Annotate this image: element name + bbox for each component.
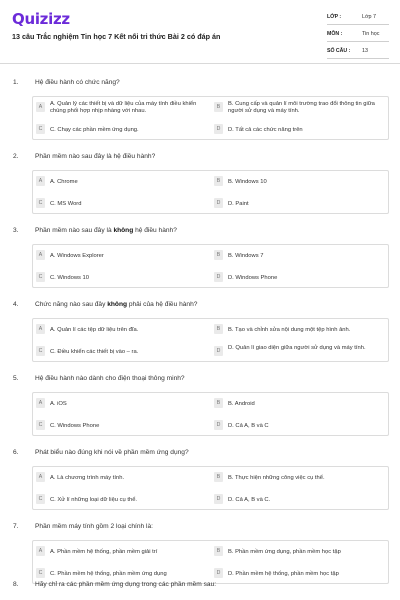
meta-row-count xyxy=(327,44,389,59)
answer-letter-badge: B xyxy=(214,472,223,482)
answer-text: C. Xử lí những loại dữ liệu cụ thể. xyxy=(50,496,138,503)
answer-option-d[interactable] xyxy=(211,193,389,215)
answer-letter-badge: D xyxy=(214,568,223,578)
answer-option-a[interactable] xyxy=(33,171,211,193)
answer-option-b[interactable] xyxy=(211,541,389,563)
answer-letter-badge: A xyxy=(36,176,45,186)
question-header xyxy=(13,301,383,311)
question-text: Phát biểu nào đúng khi nói về phần mềm ứng dụng? xyxy=(35,449,189,456)
answer-grid xyxy=(32,466,389,510)
answer-letter-badge: B xyxy=(214,398,223,408)
answer-text: C. Chạy các phần mềm ứng dụng. xyxy=(50,126,139,133)
answer-letter-badge: D xyxy=(214,346,223,356)
answer-option-b[interactable] xyxy=(211,393,389,415)
answer-option-d[interactable] xyxy=(211,415,389,437)
answer-letter-badge: C xyxy=(36,346,45,356)
answer-text: B. Phần mềm ứng dụng, phần mềm học tập xyxy=(228,548,341,555)
answer-option-c[interactable] xyxy=(33,119,211,141)
answer-letter-badge: D xyxy=(214,198,223,208)
answer-option-c[interactable] xyxy=(33,267,211,289)
answer-option-a[interactable] xyxy=(33,97,211,119)
answer-option-a[interactable] xyxy=(33,245,211,267)
question-number: 7. xyxy=(13,523,19,530)
answer-text: D. Quản lí giao diện giữa người sử dụng và máy tính. xyxy=(228,345,366,351)
question-header xyxy=(13,375,383,385)
answer-letter-badge: B xyxy=(214,324,223,334)
answer-letter-badge: A xyxy=(36,472,45,482)
answer-letter-badge: D xyxy=(214,272,223,282)
question-text: Hệ điều hành nào dành cho điện thoại thông minh? xyxy=(35,375,185,382)
answer-text: B. Windows 7 xyxy=(228,252,264,259)
answer-text: C. Windows Phone xyxy=(50,422,100,429)
question-item xyxy=(0,298,400,372)
answer-letter-badge: A xyxy=(36,324,45,334)
answer-option-c[interactable] xyxy=(33,341,211,363)
answer-text: B. Thực hiện những công việc cụ thể. xyxy=(228,474,325,481)
answer-option-d[interactable] xyxy=(211,341,389,363)
answer-text: A. Quản lí các tệp dữ liệu trên đĩa. xyxy=(50,326,139,333)
answer-text: A. Chrome xyxy=(50,178,78,185)
meta-row-subject xyxy=(327,27,389,42)
answer-letter-badge: A xyxy=(36,398,45,408)
answer-letter-badge: C xyxy=(36,568,45,578)
question-text: Hãy chỉ ra các phần mềm ứng dụng trong các phần mềm sau: xyxy=(35,581,217,588)
meta-label: SỐ CÂU : xyxy=(327,48,351,54)
answer-option-d[interactable] xyxy=(211,119,389,141)
answer-option-a[interactable] xyxy=(33,319,211,341)
answer-option-b[interactable] xyxy=(211,467,389,489)
question-text: Phần mềm nào sau đây là không hệ điều hành? xyxy=(35,227,177,234)
meta-row-class xyxy=(327,10,389,25)
question-item xyxy=(0,76,400,150)
question-text: Phần mềm máy tính gồm 2 loại chính là: xyxy=(35,523,154,530)
answer-option-c[interactable] xyxy=(33,415,211,437)
question-item xyxy=(0,372,400,446)
answer-option-b[interactable] xyxy=(211,97,389,119)
answer-text: C. Phần mềm hệ thống, phần mềm ứng dụng xyxy=(50,570,167,577)
question-number: 2. xyxy=(13,153,19,160)
answer-option-a[interactable] xyxy=(33,393,211,415)
worksheet-meta xyxy=(327,10,389,61)
answer-grid xyxy=(32,244,389,288)
question-number: 8. xyxy=(13,581,19,588)
answer-text: D. Tất cả các chức năng trên xyxy=(228,126,303,133)
answer-text: A. Quản lý các thiết bị và dữ liệu của máy tính điều khiển chúng phối hợp nhịp nhàng với nhau. xyxy=(50,101,197,114)
answer-option-d[interactable] xyxy=(211,267,389,289)
answer-letter-badge: A xyxy=(36,250,45,260)
answer-letter-badge: A xyxy=(36,102,45,112)
question-number: 6. xyxy=(13,449,19,456)
answer-letter-badge: B xyxy=(214,176,223,186)
answer-text: D. Paint xyxy=(228,200,249,207)
answer-text: A. Phần mềm hệ thống, phần mềm giải trí xyxy=(50,548,158,555)
question-text: Chức năng nào sau đây không phải của hệ điều hành? xyxy=(35,301,198,308)
answer-text: A. iOS xyxy=(50,400,67,407)
answer-option-b[interactable] xyxy=(211,171,389,193)
meta-value: 13 xyxy=(362,48,368,54)
answer-text: B. Tạo và chỉnh sửa nội dung một tệp hình ảnh. xyxy=(228,326,351,333)
meta-label: LỚP : xyxy=(327,14,342,20)
answer-letter-badge: C xyxy=(36,420,45,430)
answer-letter-badge: A xyxy=(36,546,45,556)
answer-option-a[interactable] xyxy=(33,467,211,489)
answer-text: C. Điều khiển các thiết bị vào – ra. xyxy=(50,348,139,355)
answer-letter-badge: B xyxy=(214,250,223,260)
question-item xyxy=(0,578,400,600)
answer-option-c[interactable] xyxy=(33,193,211,215)
question-header xyxy=(13,449,383,459)
question-header xyxy=(13,227,383,237)
worksheet-header xyxy=(0,0,400,64)
answer-text: C. Windows 10 xyxy=(50,274,89,281)
answer-text: C. MS Word xyxy=(50,200,82,207)
meta-value: Tin học xyxy=(362,31,380,37)
answer-option-c[interactable] xyxy=(33,489,211,511)
answer-grid xyxy=(32,170,389,214)
answer-option-d[interactable] xyxy=(211,489,389,511)
question-item xyxy=(0,150,400,224)
quizizz-logo[interactable]: Quizizz xyxy=(12,10,70,28)
question-number: 3. xyxy=(13,227,19,234)
answer-letter-badge: C xyxy=(36,494,45,504)
answer-letter-badge: D xyxy=(214,494,223,504)
question-header xyxy=(13,523,383,533)
answer-grid xyxy=(32,392,389,436)
answer-text: D. Cả A, B và C. xyxy=(228,496,271,503)
question-header xyxy=(13,581,383,591)
question-list xyxy=(0,76,400,594)
answer-text: B. Windows 10 xyxy=(228,178,267,185)
answer-option-a[interactable] xyxy=(33,541,211,563)
meta-label: MÔN : xyxy=(327,31,343,37)
answer-text: D. Windows Phone xyxy=(228,274,278,281)
question-header xyxy=(13,79,383,89)
answer-text: D. Phần mềm hệ thống, phần mềm học tập xyxy=(228,570,339,577)
question-item xyxy=(0,446,400,520)
answer-text: B. Cung cấp và quản lí môi trường trao đổi thông tin giữa người sử dụng và máy tính. xyxy=(228,101,375,114)
answer-letter-badge: D xyxy=(214,420,223,430)
answer-letter-badge: C xyxy=(36,198,45,208)
answer-grid xyxy=(32,318,389,362)
worksheet-title: 13 câu Trắc nghiệm Tin học 7 Kết nối tri thức Bài 2 có đáp án xyxy=(12,32,221,41)
answer-option-b[interactable] xyxy=(211,245,389,267)
answer-option-b[interactable] xyxy=(211,319,389,341)
answer-letter-badge: B xyxy=(214,102,223,112)
question-item xyxy=(0,224,400,298)
answer-letter-badge: C xyxy=(36,124,45,134)
answer-text: B. Android xyxy=(228,400,255,407)
answer-text: D. Cả A, B và C xyxy=(228,422,269,429)
meta-value: Lớp 7 xyxy=(362,14,377,20)
question-number: 4. xyxy=(13,301,19,308)
answer-text: A. Là chương trình máy tính. xyxy=(50,474,125,481)
answer-grid xyxy=(32,96,389,140)
question-text: Phần mềm nào sau đây là hệ điều hành? xyxy=(35,153,156,160)
answer-letter-badge: D xyxy=(214,124,223,134)
question-text: Hệ điều hành có chức năng? xyxy=(35,79,120,86)
answer-letter-badge: B xyxy=(214,546,223,556)
answer-letter-badge: C xyxy=(36,272,45,282)
question-number: 5. xyxy=(13,375,19,382)
answer-text: A. Windows Explorer xyxy=(50,252,104,259)
question-header xyxy=(13,153,383,163)
question-number: 1. xyxy=(13,79,19,86)
